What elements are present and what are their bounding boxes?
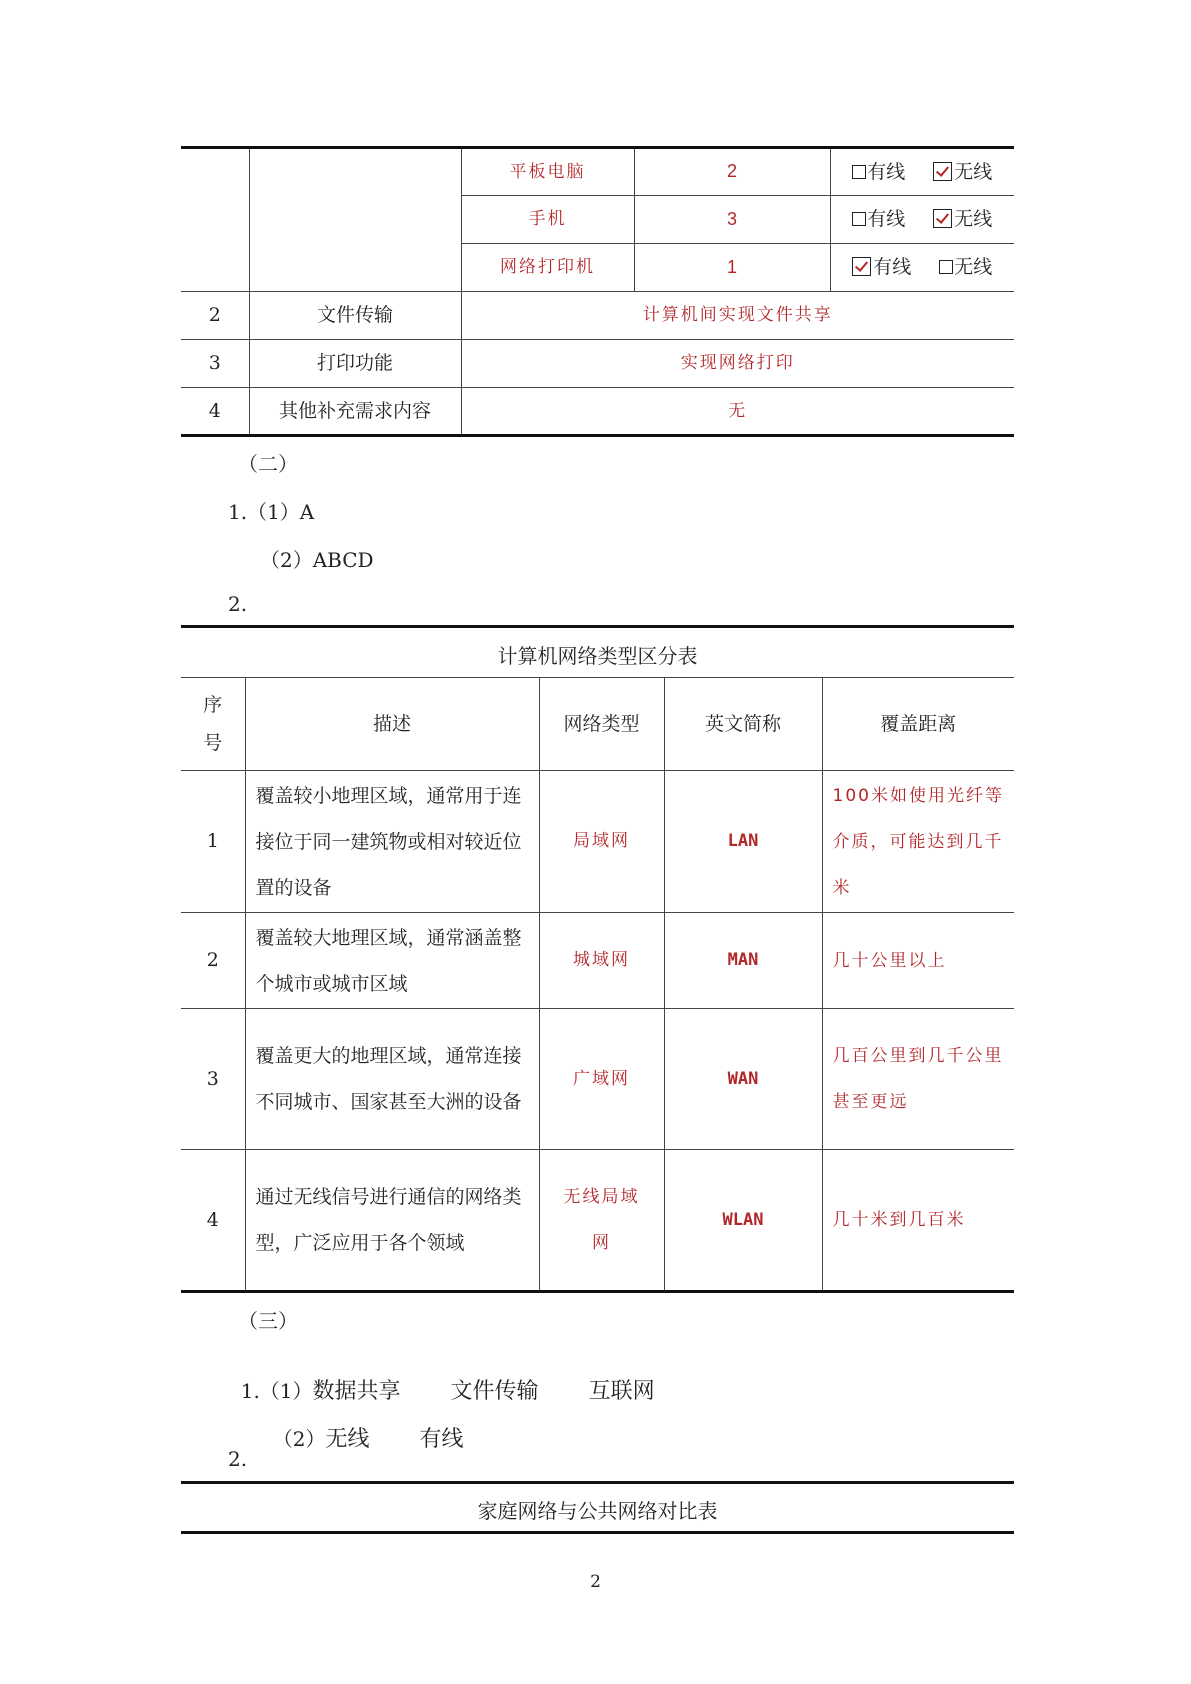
row-type: 城域网 (539, 913, 664, 1009)
device-name: 网络打印机 (461, 244, 634, 292)
row-no: 2 (181, 913, 245, 1009)
checkbox-checked-icon[interactable] (933, 162, 952, 181)
requirements-table (181, 146, 1014, 437)
req-row-no: 2 (181, 292, 249, 340)
row-desc: 通过无线信号进行通信的网络类型，广泛应用于各个领域 (245, 1150, 539, 1292)
col-header-desc: 描述 (245, 678, 539, 771)
answer-prefix: 1.（1） (240, 1379, 313, 1403)
header-no-text: 序号 (203, 694, 223, 754)
answer-line: 1.（1）A (228, 500, 315, 524)
req-row-item: 其他补充需求内容 (249, 388, 461, 436)
answer-line (260, 1398, 463, 1453)
req-item-cell (249, 148, 461, 292)
col-header-abbr: 英文简称 (664, 678, 822, 771)
section-heading: （二） (238, 452, 298, 476)
row-abbr: MAN (664, 913, 822, 1009)
answer-line: （2）ABCD (260, 548, 374, 572)
req-row-item: 文件传输 (249, 292, 461, 340)
row-abbr: LAN (664, 771, 822, 913)
row-abbr: WLAN (664, 1150, 822, 1292)
answer-item: 无线 (325, 1427, 370, 1452)
req-row-no: 3 (181, 340, 249, 388)
row-range: 几十公里以上 (822, 913, 1014, 1009)
device-qty: 2 (634, 148, 830, 196)
connection-options (830, 148, 1014, 196)
option-label: 有线 (867, 160, 906, 183)
row-no: 3 (181, 1009, 245, 1150)
checkbox-checked-icon[interactable] (933, 209, 952, 228)
option-label: 无线 (954, 160, 993, 183)
row-type: 局域网 (539, 771, 664, 913)
checkbox-unchecked-icon[interactable] (852, 165, 866, 179)
option-label: 无线 (954, 256, 993, 279)
device-name: 平板电脑 (461, 148, 634, 196)
answer-item: 数据共享 (312, 1379, 401, 1404)
table-caption: 计算机网络类型区分表 (497, 644, 698, 668)
device-name: 手机 (461, 196, 634, 244)
option-label: 无线 (954, 208, 993, 231)
req-row-value: 无 (461, 388, 1014, 436)
row-no: 4 (181, 1150, 245, 1292)
section-heading: （三） (238, 1309, 298, 1333)
req-row-value: 实现网络打印 (461, 340, 1014, 388)
row-range: 几十米到几百米 (822, 1150, 1014, 1292)
row-range: 100米如使用光纤等介质，可能达到几千米 (822, 771, 1014, 913)
row-desc: 覆盖较小地理区域，通常用于连接位于同一建筑物或相对较近位置的设备 (245, 771, 539, 913)
page-number: 2 (590, 1572, 601, 1592)
network-types-table (181, 677, 1014, 1293)
table-top-rule (181, 625, 1014, 628)
req-row-item: 打印功能 (249, 340, 461, 388)
row-no: 1 (181, 771, 245, 913)
option-label: 有线 (873, 256, 912, 279)
col-header-type: 网络类型 (539, 678, 664, 771)
row-abbr: WAN (664, 1009, 822, 1150)
row-range: 几百公里到几千公里甚至更远 (822, 1009, 1014, 1150)
connection-options (830, 244, 1014, 292)
row-desc: 覆盖较大地理区域，通常涵盖整个城市或城市区域 (245, 913, 539, 1009)
question-number: 2. (228, 592, 248, 616)
row-desc: 覆盖更大的地理区域，通常连接不同城市、国家甚至大洲的设备 (245, 1009, 539, 1150)
col-header-no (181, 678, 245, 771)
row-type (539, 1150, 664, 1292)
connection-options (830, 196, 1014, 244)
table-caption: 家庭网络与公共网络对比表 (477, 1499, 718, 1523)
answer-prefix: （2） (272, 1427, 326, 1451)
row-type-text: 无线局域网 (563, 1187, 640, 1253)
req-row-no: 4 (181, 388, 249, 436)
option-label: 有线 (867, 208, 906, 231)
col-header-range: 覆盖距离 (822, 678, 1014, 771)
answer-item: 文件传输 (450, 1379, 539, 1404)
checkbox-unchecked-icon[interactable] (852, 212, 866, 226)
answer-item: 有线 (419, 1427, 464, 1452)
req-row-value: 计算机间实现文件共享 (461, 292, 1014, 340)
device-qty: 1 (634, 244, 830, 292)
table-top-rule (181, 1481, 1014, 1484)
answer-item: 互联网 (588, 1379, 655, 1404)
row-type: 广域网 (539, 1009, 664, 1150)
answer-line (228, 1350, 655, 1405)
table-bottom-rule (181, 1531, 1014, 1534)
question-number: 2. (228, 1447, 248, 1471)
checkbox-checked-icon[interactable] (852, 257, 871, 276)
req-no-cell (181, 148, 249, 292)
checkbox-unchecked-icon[interactable] (939, 260, 953, 274)
device-qty: 3 (634, 196, 830, 244)
